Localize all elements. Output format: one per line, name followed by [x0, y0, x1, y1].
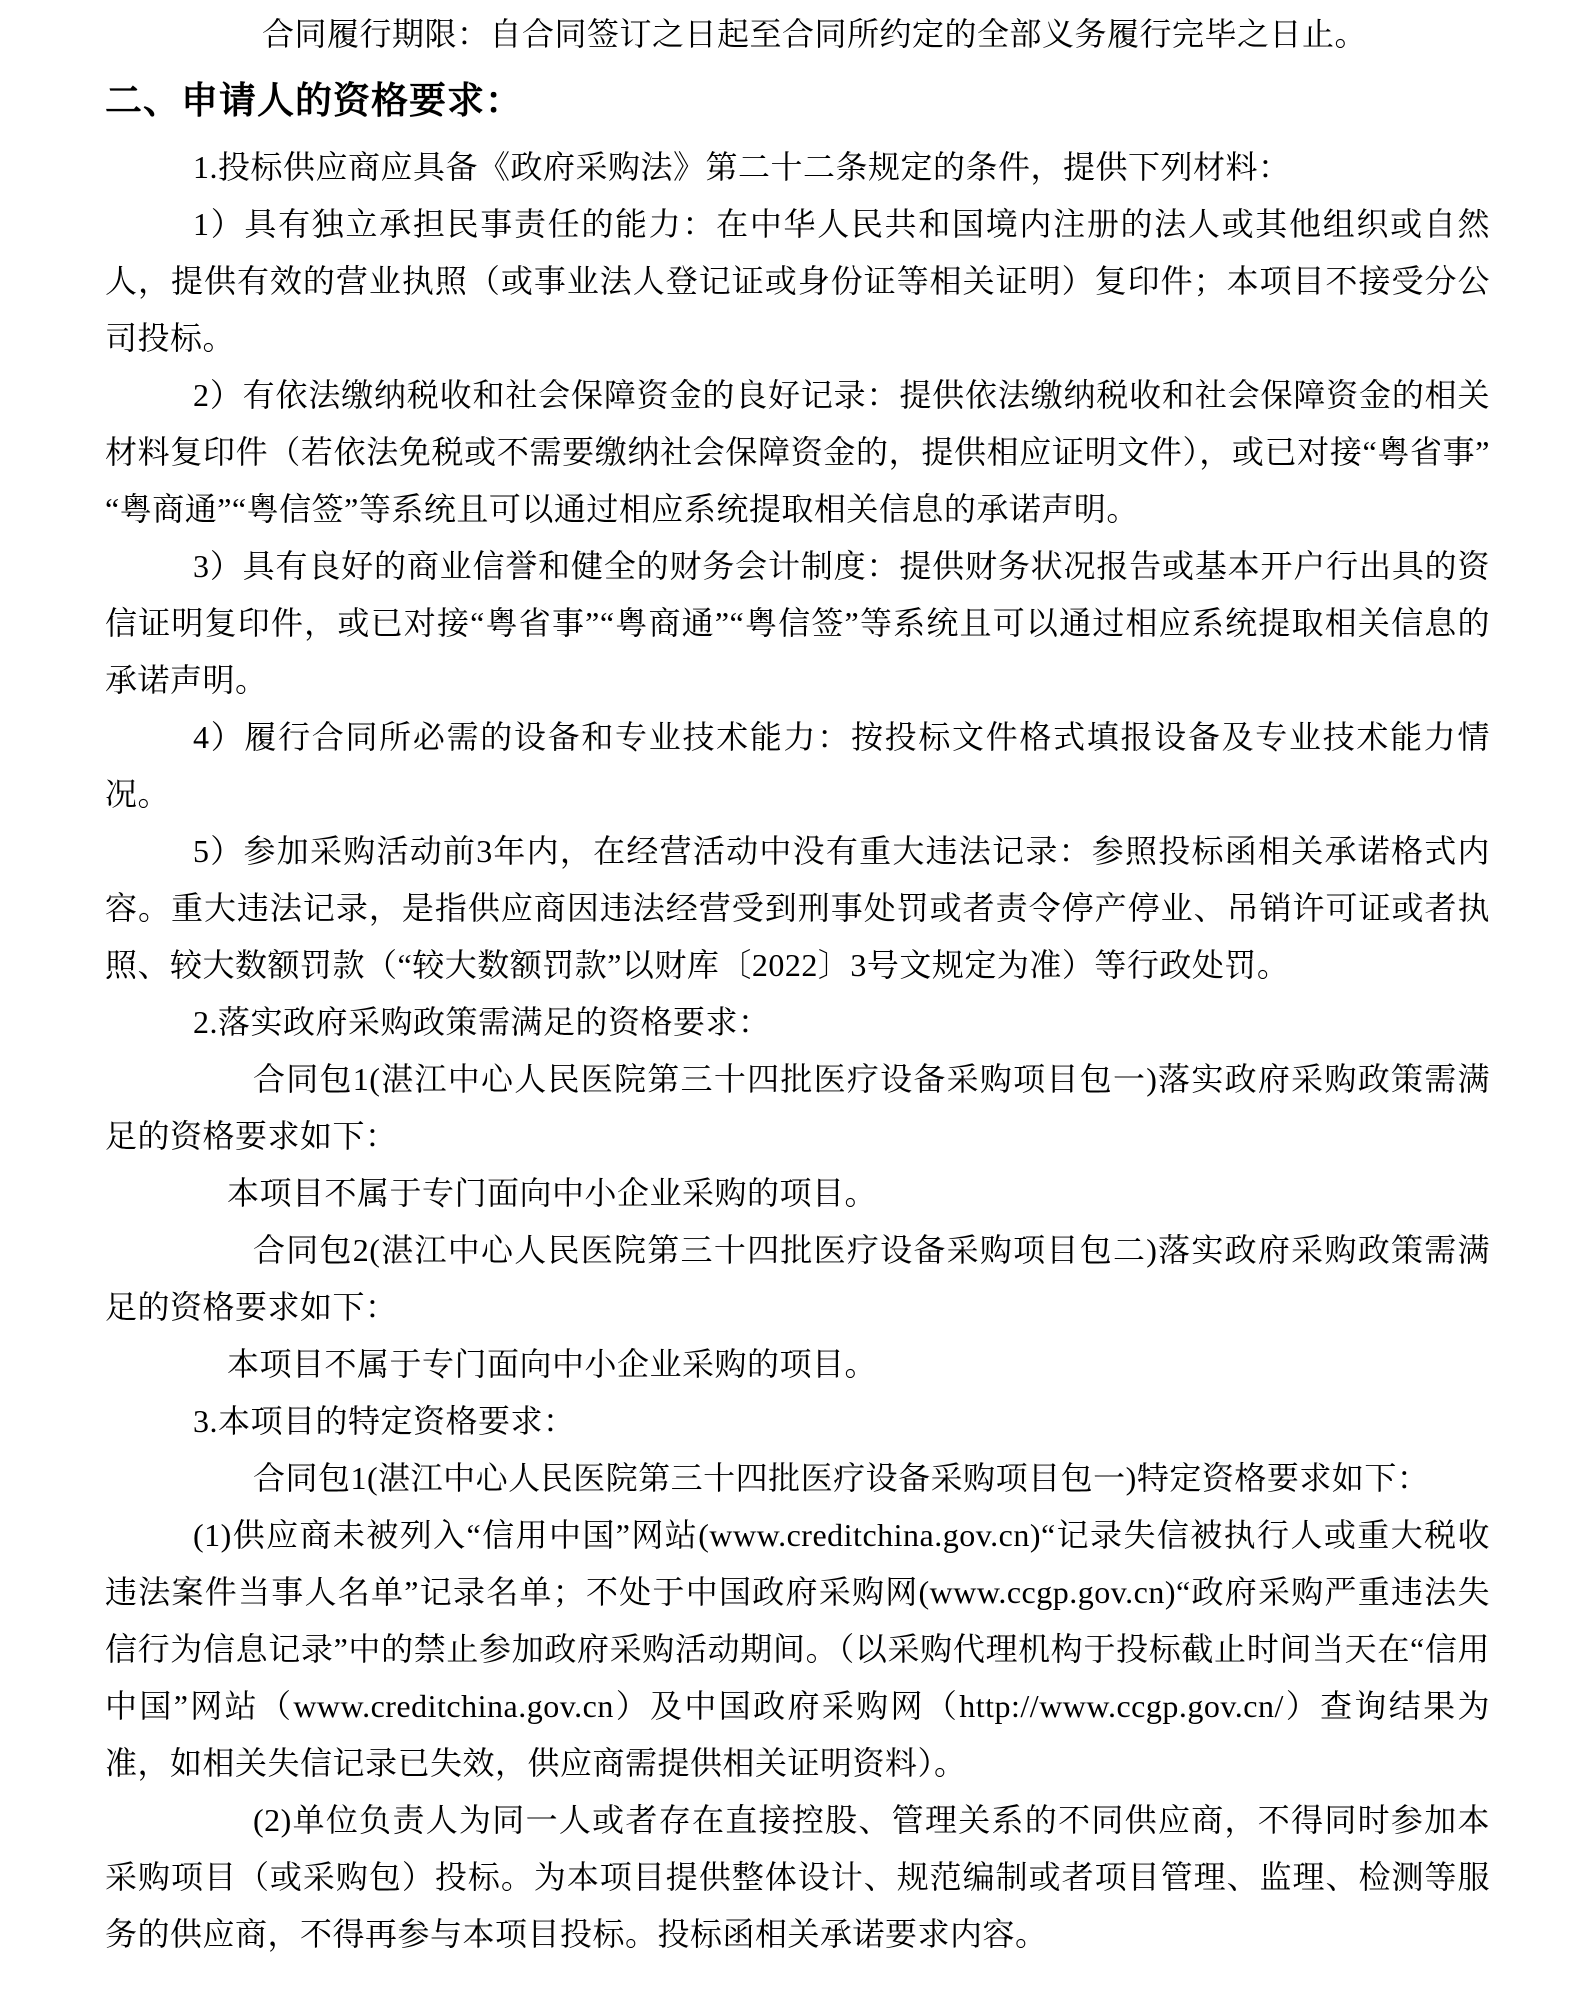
paragraph-tax-social-security: 2）有依法缴纳税收和社会保障资金的良好记录：提供依法缴纳税收和社会保障资金的相关材料复印件（若依法免税或不需要缴纳社会保障资金的，提供相应证明文件），或已对接“粤省事”“粤商通”“粤信签”等系统且可以通过相应系统提取相关信息的承诺声明。: [105, 377, 1490, 527]
section-heading: 二、申请人的资格要求：: [105, 81, 523, 122]
paragraph-package1-specific: 合同包1(湛江中心人民医院第三十四批医疗设备采购项目包一)特定资格要求如下：: [253, 1460, 1430, 1496]
paragraph-specific-requirements: 3.本项目的特定资格要求：: [193, 1403, 576, 1439]
paragraph-credit-china-check: (1)供应商未被列入“信用中国”网站(www.creditchina.gov.cn)“记录失信被执行人或重大税收违法案件当事人名单”记录名单；不处于中国政府采购网(www.ccgp.gov.cn)“政府采购严重违法失信行为信息记录”中的禁止参加政府采购活动期间。（以采购代理机构于投标截止时间当天在“信用中国”网站（www.creditchina.gov.cn）及中国政府采购网（http://www.ccgp.gov.cn/）查询结果为准，如相关失信记录已失效，供应商需提供相关证明资料）。: [105, 1517, 1490, 1781]
paragraph-civil-liability: 1）具有独立承担民事责任的能力：在中华人民共和国境内注册的法人或其他组织或自然人，提供有效的营业执照（或事业法人登记证或身份证等相关证明）复印件；本项目不接受分公司投标。: [105, 206, 1490, 356]
paragraph-not-sme-project-1: 本项目不属于专门面向中小企业采购的项目。: [227, 1175, 878, 1211]
contract-performance-period-line: 合同履行期限：自合同签订之日起至合同所约定的全部义务履行完毕之日止。: [262, 16, 1368, 52]
paragraph-qualification-materials: 1.投标供应商应具备《政府采购法》第二十二条规定的条件，提供下列材料：: [193, 149, 1291, 185]
paragraph-not-sme-project-2: 本项目不属于专门面向中小企业采购的项目。: [227, 1346, 878, 1382]
paragraph-package1-policy: 合同包1(湛江中心人民医院第三十四批医疗设备采购项目包一)落实政府采购政策需满足的资格要求如下：: [105, 1061, 1490, 1154]
paragraph-business-reputation: 3）具有良好的商业信誉和健全的财务会计制度：提供财务状况报告或基本开户行出具的资信证明复印件，或已对接“粤省事”“粤商通”“粤信签”等系统且可以通过相应系统提取相关信息的承诺声明。: [105, 548, 1490, 698]
paragraph-same-responsible-person: (2)单位负责人为同一人或者存在直接控股、管理关系的不同供应商，不得同时参加本采购项目（或采购包）投标。为本项目提供整体设计、规范编制或者项目管理、监理、检测等服务的供应商，不得再参与本项目投标。投标函相关承诺要求内容。: [105, 1802, 1490, 1952]
document-body: [105, 6, 1490, 1963]
paragraph-package2-policy: 合同包2(湛江中心人民医院第三十四批医疗设备采购项目包二)落实政府采购政策需满足的资格要求如下：: [105, 1232, 1490, 1325]
paragraph-no-major-violations: 5）参加采购活动前3年内，在经营活动中没有重大违法记录：参照投标函相关承诺格式内容。重大违法记录，是指供应商因违法经营受到刑事处罚或者责令停产停业、吊销许可证或者执照、较大数额罚款（“较大数额罚款”以财库〔2022〕3号文规定为准）等行政处罚。: [105, 833, 1490, 983]
paragraph-equipment-capability: 4）履行合同所必需的设备和专业技术能力：按投标文件格式填报设备及专业技术能力情况。: [105, 719, 1490, 812]
paragraph-policy-requirements: 2.落实政府采购政策需满足的资格要求：: [193, 1004, 771, 1040]
